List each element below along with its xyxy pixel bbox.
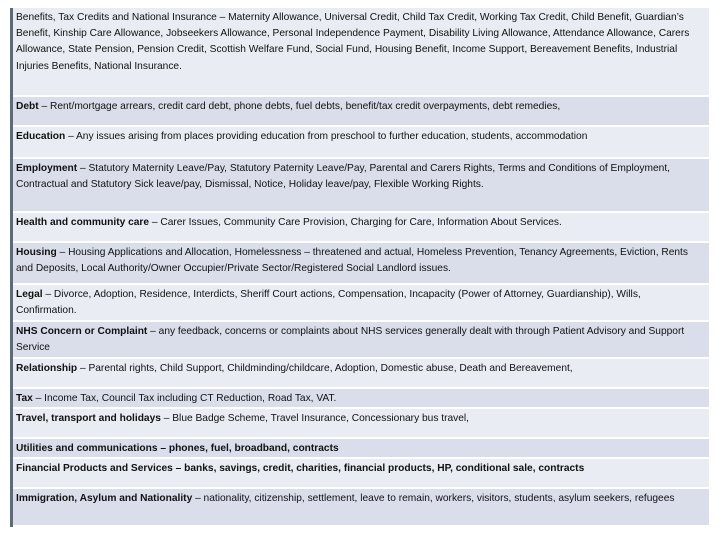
category-description: – Housing Applications and Allocation, Homelessness – threatened and actual, Homeless Prevention, Tenancy Agreements, Eviction, Rents and Deposits, Local Authority/Owner Occupier/Private Sector/Registered Social Landlord issues. xyxy=(16,247,688,275)
table-row xyxy=(13,409,709,439)
category-title: Health and community care xyxy=(16,217,150,228)
category-title: Employment xyxy=(16,163,78,174)
category-title: Debt xyxy=(16,101,39,112)
table-row xyxy=(13,243,709,285)
advice-categories-table xyxy=(10,8,709,527)
table-row xyxy=(13,127,709,159)
table-row xyxy=(13,8,709,97)
category-description: Benefits, Tax Credits and National Insurance – Maternity Allowance, Universal Credit, Child Tax Credit, Working Tax Credit, Child Benefit, Guardian’s Benefit, Kinship Care Allowance, Jobseekers Allowance, Personal Independence Payment, Disability Living Allowance, Attendance Allowance, Carers Allowance, State Pension, Pension Credit, Scottish Welfare Fund, Social Fund, Housing Benefit, Income Support, Bereavement Benefits, Industrial Injuries Benefits, National Insurance. xyxy=(16,12,690,72)
category-description: – nationality, citizenship, settlement, leave to remain, workers, visitors, students, asylum seekers, refugees xyxy=(192,493,675,504)
category-description: – Any issues arising from places providing education from preschool to further education, students, accommodation xyxy=(65,131,588,142)
category-description: – any feedback, concerns or complaints about NHS services generally dealt with through Patient Advisory and Support Service xyxy=(16,326,685,354)
table-row xyxy=(13,359,709,389)
category-description: – Statutory Maternity Leave/Pay, Statutory Paternity Leave/Pay, Parental and Carers Rights, Terms and Conditions of Employment, Contractual and Statutory Sick leave/pay, Dismissal, Notice, Holiday leave/pay, Flexible Working Rights. xyxy=(16,163,671,191)
category-title: Travel, transport and holidays xyxy=(16,413,161,424)
table-row xyxy=(13,159,709,213)
table-row xyxy=(13,489,709,527)
table-row xyxy=(13,459,709,489)
category-title: Tax xyxy=(16,393,33,404)
table-row xyxy=(13,285,709,322)
table-row xyxy=(13,213,709,243)
table-row xyxy=(13,322,709,359)
category-title: NHS Concern or Complaint xyxy=(16,326,148,337)
table-row xyxy=(13,97,709,127)
category-description: – Blue Badge Scheme, Travel Insurance, Concessionary bus travel, xyxy=(160,413,469,424)
category-title: Education xyxy=(16,131,66,142)
category-description: – Income Tax, Council Tax including CT Reduction, Road Tax, VAT. xyxy=(32,393,337,404)
category-description: – Rent/mortgage arrears, credit card debt, phone debts, fuel debts, benefit/tax credit overpayments, debt remedies, xyxy=(38,101,561,112)
table-row xyxy=(13,439,709,459)
table-row xyxy=(13,389,709,409)
category-title: Legal xyxy=(16,289,43,300)
category-title: Immigration, Asylum and Nationality xyxy=(16,493,193,504)
category-title: Housing xyxy=(16,247,57,258)
category-title: Financial Products and Services – banks, savings, credit, charities, financial products, HP, conditional sale, contracts xyxy=(16,463,585,474)
category-description: – Parental rights, Child Support, Childminding/childcare, Adoption, Domestic abuse, Death and Bereavement, xyxy=(77,363,573,374)
category-title: Relationship xyxy=(16,363,78,374)
category-title: Utilities and communications – phones, fuel, broadband, contracts xyxy=(16,443,339,454)
category-description: – Divorce, Adoption, Residence, Interdicts, Sheriff Court actions, Compensation, Incapacity (Power of Attorney, Guardianship), Wills, Confirmation. xyxy=(16,289,641,317)
category-description: – Carer Issues, Community Care Provision, Charging for Care, Information About Services. xyxy=(149,217,562,228)
